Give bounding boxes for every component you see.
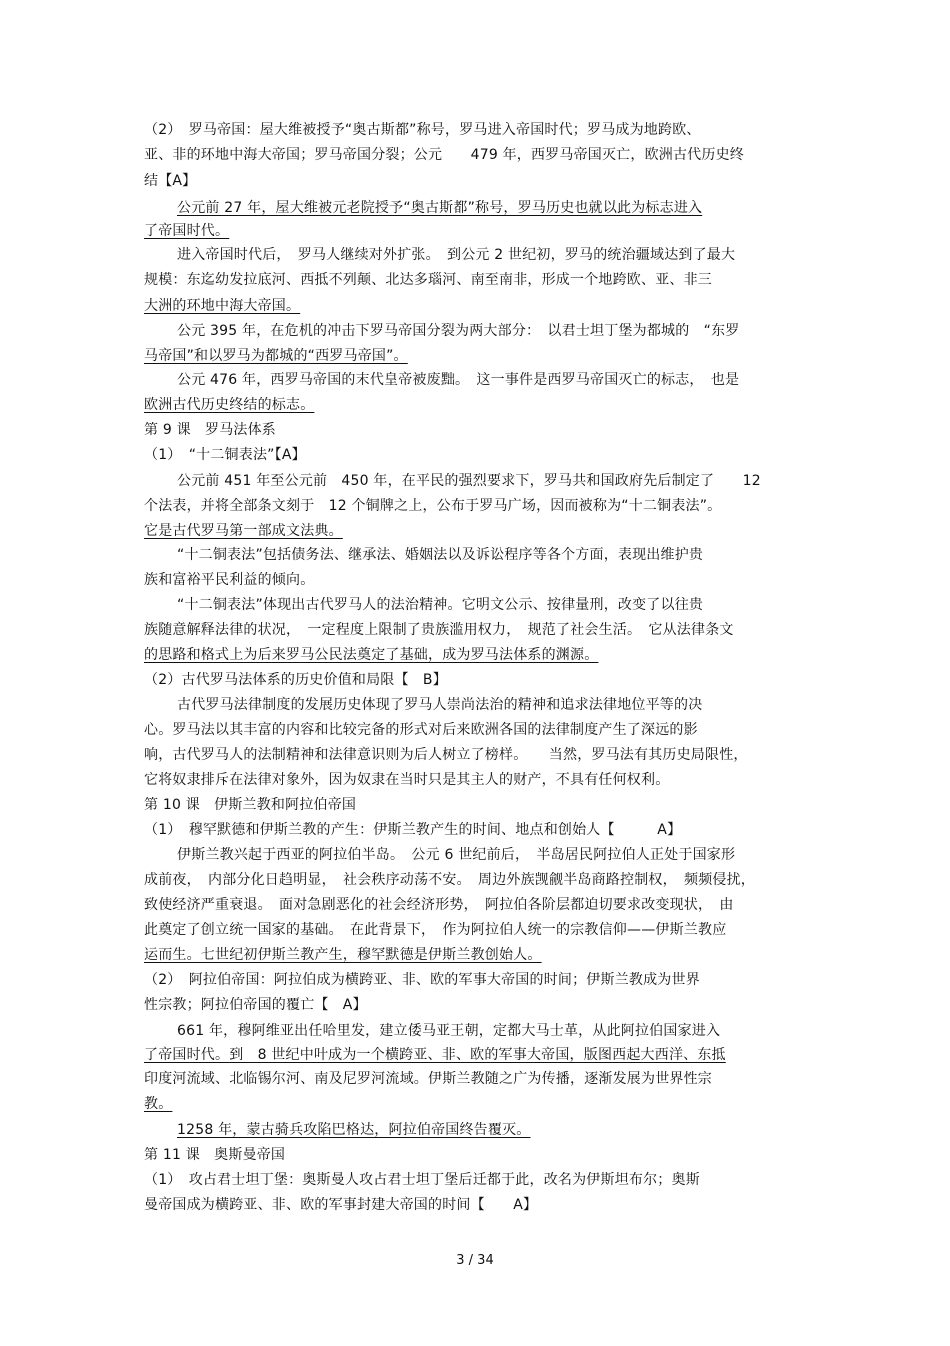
text-line: 伊斯兰教兴起于西亚的阿拉伯半岛。 公元 6 世纪前后， 半岛居民阿拉伯人正处于国家形: [177, 847, 736, 863]
text-line: 661 年，穆阿维亚出任哈里发，建立倭马亚王朝，定都大马士革，从此阿拉伯国家进入: [177, 1023, 721, 1039]
text-line: 它将奴隶排斥在法律对象外，因为奴隶在当时只是其主人的财产，不具有任何权利。: [144, 772, 670, 788]
text-line: （2）古代罗马法体系的历史价值和局限【 B】: [144, 672, 447, 688]
text-line: 欧洲古代历史终结的标志。: [144, 397, 315, 413]
text-line: 大洲的环地中海大帝国。: [144, 298, 301, 314]
text-line: 致使经济严重衰退。 面对急剧恶化的社会经济形势， 阿拉伯各阶层都迫切要求改变现状， 由: [144, 897, 734, 913]
text-line: 的思路和格式上为后来罗马公民法奠定了基础，成为罗马法体系的渊源。: [144, 647, 599, 663]
text-line: 响，古代罗马人的法制精神和法律意识则为后人树立了榜样。 当然，罗马法有其历史局限性，: [144, 747, 748, 763]
text-line: 教。: [144, 1096, 173, 1112]
text-line: 亚、非的环地中海大帝国；罗马帝国分裂；公元 479 年，西罗马帝国灭亡，欧洲古代历史终: [144, 147, 744, 163]
text-line: 公元 395 年，在危机的冲击下罗马帝国分裂为两大部分： 以君士坦丁堡为都城的 “东罗: [177, 323, 740, 339]
text-line: 印度河流域、北临锡尔河、南及尼罗河流域。伊斯兰教随之广为传播，逐渐发展为世界性宗: [144, 1071, 712, 1087]
text-line: 运而生。七世纪初伊斯兰教产生，穆罕默德是伊斯兰教创始人。: [144, 947, 542, 963]
text-line: 族随意解释法律的状况， 一定程度上限制了贵族滥用权力， 规范了社会生活。 它从法律条文: [144, 622, 734, 638]
text-line: “十二铜表法”体现出古代罗马人的法治精神。它明文公示、按律量刑，改变了以往贵: [177, 597, 704, 613]
text-line: 此奠定了创立统一国家的基础。 在此背景下， 作为阿拉伯人统一的宗教信仰——伊斯兰教应: [144, 922, 727, 938]
text-line: 曼帝国成为横跨亚、非、欧的军事封建大帝国的时间【 A】: [144, 1197, 538, 1213]
text-line: 心。罗马法以其丰富的内容和比较完备的形式对后来欧洲各国的法律制度产生了深远的影: [144, 722, 698, 738]
text-line: 它是古代罗马第一部成文法典。: [144, 523, 343, 539]
text-line: 结【A】: [144, 173, 197, 189]
text-line: 第 10 课 伊斯兰教和阿拉伯帝国: [144, 797, 357, 813]
text-line: 第 9 课 罗马法体系: [144, 422, 277, 438]
text-line: 性宗教；阿拉伯帝国的覆亡【 A】: [144, 997, 367, 1013]
text-line: 第 11 课 奥斯曼帝国: [144, 1147, 286, 1163]
text-line: 1258 年，蒙古骑兵攻陷巴格达，阿拉伯帝国终告覆灭。: [177, 1122, 531, 1138]
text-line: （1） 穆罕默德和伊斯兰教的产生：伊斯兰教产生的时间、地点和创始人【 A】: [144, 822, 682, 838]
text-line: 公元前 27 年，屋大维被元老院授予“奥古斯都”称号，罗马历史也就以此为标志进入: [177, 200, 703, 216]
text-line: （2） 罗马帝国：屋大维被授予“奥古斯都”称号，罗马进入帝国时代；罗马成为地跨欧、: [144, 122, 701, 138]
text-line: “十二铜表法”包括债务法、继承法、婚姻法以及诉讼程序等各个方面，表现出维护贵: [177, 547, 704, 563]
text-line: （2） 阿拉伯帝国：阿拉伯成为横跨亚、非、欧的军事大帝国的时间；伊斯兰教成为世界: [144, 972, 700, 988]
text-line: 马帝国”和以罗马为都城的“西罗马帝国”。: [144, 348, 408, 364]
text-line: （1） “十二铜表法”【A】: [144, 447, 306, 463]
text-line: 族和富裕平民利益的倾向。: [144, 572, 315, 588]
text-line: （1） 攻占君士坦丁堡：奥斯曼人攻占君士坦丁堡后迁都于此，改名为伊斯坦布尔；奥斯: [144, 1172, 700, 1188]
text-line: 古代罗马法律制度的发展历史体现了罗马人崇尚法治的精神和追求法律地位平等的决: [177, 697, 703, 713]
text-line: 个法表，并将全部条文刻于 12 个铜牌之上，公布于罗马广场，因而被称为“十二铜表法”。: [144, 498, 722, 514]
text-line: 进入帝国时代后， 罗马人继续对外扩张。 到公元 2 世纪初，罗马的统治疆域达到了最大: [177, 247, 736, 263]
page-number: 3 / 34: [456, 1253, 494, 1268]
text-line: 公元前 451 年至公元前 450 年，在平民的强烈要求下，罗马共和国政府先后制定了 12: [177, 473, 761, 489]
text-line: 了帝国时代。: [144, 223, 230, 239]
text-line: 公元 476 年，西罗马帝国的末代皇帝被废黜。 这一事件是西罗马帝国灭亡的标志， 也是: [177, 372, 740, 388]
text-line: 成前夜， 内部分化日趋明显， 社会秩序动荡不安。 周边外族觊觎半岛商路控制权， 频频侵扰，: [144, 872, 755, 888]
text-line: 规模：东迄幼发拉底河、西抵不列颠、北达多瑙河、南至南非，形成一个地跨欧、亚、非三: [144, 272, 712, 288]
text-line: 了帝国时代。到 8 世纪中叶成为一个横跨亚、非、欧的军事大帝国，版图西起大西洋、东抵: [144, 1047, 726, 1063]
